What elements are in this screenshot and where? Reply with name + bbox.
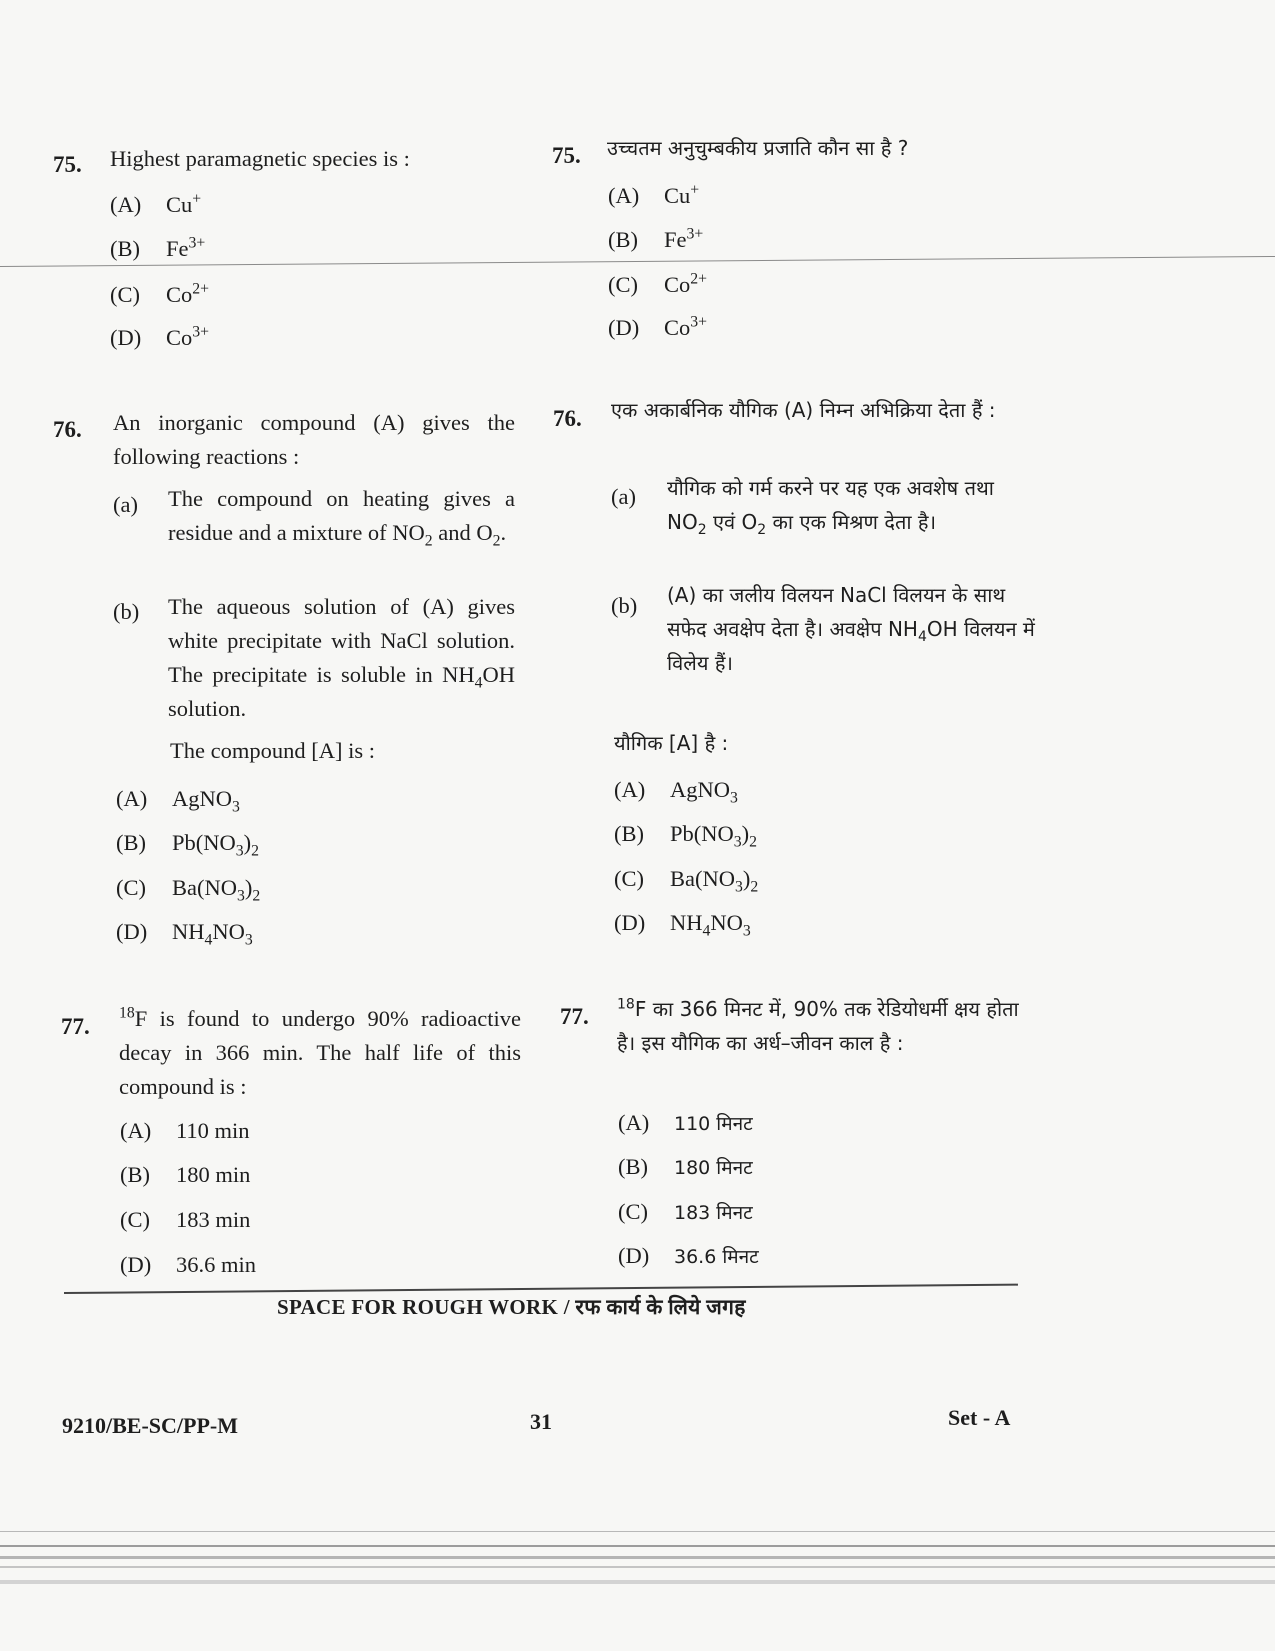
option-charge: 2+	[690, 270, 708, 288]
option-formula: Co	[166, 325, 193, 350]
q77-number-en: 77.	[61, 1014, 90, 1039]
option-label: (B)	[116, 830, 146, 855]
option-value: 180 मिनट	[674, 1157, 753, 1179]
scan-artifact	[0, 1580, 1275, 1584]
q76-a-part: एवं O	[706, 510, 758, 534]
option-label: (B)	[608, 227, 638, 252]
formula-sub: 3	[236, 887, 245, 905]
paper-code: 9210/BE-SC/PP-M	[62, 1413, 238, 1438]
option-label: (A)	[110, 192, 142, 217]
option-label: (B)	[618, 1154, 648, 1179]
option-charge: 3+	[686, 225, 704, 243]
formula-sub: 2	[251, 842, 260, 860]
q77-rest: का 366 मिनट में, 90% तक रेडियोधर्मी क्षय होता है। इस यौगिक का अर्ध–जीवन काल है :	[617, 997, 1019, 1055]
q75-option-d-en	[110, 325, 209, 351]
q75-option-b-en	[110, 236, 205, 262]
formula-sub: 2	[252, 887, 261, 905]
q77-text-hi	[617, 992, 1027, 1060]
formula-sub: 3	[244, 931, 253, 949]
q76-a-part: .	[500, 520, 507, 545]
formula-part: Ba(NO	[172, 875, 237, 900]
option-value: 110 मिनट	[674, 1113, 753, 1135]
q76-intro-en: An inorganic compound (A) gives the following reactions :	[113, 410, 515, 469]
option-value: 110 min	[176, 1118, 250, 1143]
formula-part: NO	[710, 910, 743, 935]
option-label: (A)	[614, 777, 646, 802]
option-label: (B)	[110, 236, 140, 261]
q75-option-d-hi	[608, 315, 707, 341]
q77-text-en	[119, 1002, 521, 1104]
option-label: (C)	[116, 875, 146, 900]
formula-sub: 3	[235, 842, 244, 860]
option-label: (D)	[608, 315, 640, 340]
formula-part: NO	[212, 919, 245, 944]
formula-sub: 3	[734, 878, 743, 896]
q76-a-text-en	[168, 482, 515, 550]
q75-option-c-hi	[608, 272, 707, 298]
q77-option-a-en	[120, 1118, 250, 1144]
q76-b-text-en	[168, 590, 515, 726]
option-label: (D)	[110, 325, 142, 350]
formula-part: Pb(NO	[172, 830, 236, 855]
set-label: Set - A	[948, 1405, 1011, 1430]
option-label: (D)	[618, 1243, 650, 1268]
q75-number-en: 75.	[53, 152, 82, 177]
option-label: (C)	[618, 1199, 648, 1224]
option-formula: Fe	[664, 227, 687, 252]
formula-sub: 4	[204, 931, 213, 949]
q76-a-part: का एक मिश्रण देता है।	[766, 510, 937, 534]
option-formula: Co	[664, 315, 691, 340]
q76-option-c-en	[116, 875, 261, 905]
option-formula: Cu	[166, 192, 193, 217]
option-label: (C)	[608, 272, 638, 297]
scan-artifact	[0, 1556, 1275, 1559]
formula-part: NH	[670, 910, 703, 935]
formula-part: )	[243, 830, 252, 855]
option-label: (C)	[110, 282, 140, 307]
q76-number-hi: 76.	[553, 406, 582, 431]
q77-option-a-hi	[618, 1110, 753, 1136]
option-charge: 2+	[192, 280, 210, 298]
q76-a-label-en: (a)	[113, 492, 138, 517]
scan-artifact	[0, 1566, 1275, 1568]
q76-b-part: The aqueous solution of (A) gives white precipitate with NaCl solution. The precipitate is soluble in NH	[168, 594, 515, 687]
q76-a-part: and O	[432, 520, 493, 545]
formula-sub: 4	[702, 922, 711, 940]
isotope-mass: 18	[119, 1004, 135, 1022]
option-value: 183 मिनट	[674, 1202, 753, 1224]
formula-part: )	[742, 866, 751, 891]
q77-option-b-en	[120, 1162, 250, 1188]
option-label: (A)	[116, 786, 148, 811]
q76-a-sub: 2	[757, 522, 767, 538]
q75-option-a-en	[110, 192, 201, 218]
option-label: (D)	[120, 1252, 152, 1277]
option-value: 183 min	[176, 1207, 251, 1232]
q76-question-hi: यौगिक [A] है :	[614, 731, 729, 755]
option-formula: Co	[166, 282, 193, 307]
q76-b-sub: 4	[474, 674, 483, 692]
q76-option-d-hi	[614, 910, 751, 940]
q76-a-label-hi: (a)	[611, 484, 636, 509]
isotope-symbol: F	[634, 997, 647, 1021]
formula-sub: 2	[749, 833, 758, 851]
formula-sub: 3	[733, 833, 742, 851]
q76-option-b-en	[116, 830, 260, 860]
formula-sub: 2	[750, 878, 759, 896]
formula-part: AgNO	[670, 777, 730, 802]
q75-option-a-hi	[608, 183, 699, 209]
option-charge: 3+	[192, 323, 210, 341]
q77-option-c-hi	[618, 1199, 753, 1225]
q76-a-sub: 2	[492, 532, 501, 550]
option-value: 36.6 min	[176, 1252, 257, 1277]
option-value: 36.6 मिनट	[674, 1246, 759, 1268]
scan-artifact	[0, 1531, 1275, 1532]
option-formula: Co	[664, 272, 691, 297]
q75-number-hi: 75.	[552, 143, 581, 168]
option-label: (B)	[614, 821, 644, 846]
formula-part: AgNO	[172, 786, 232, 811]
q77-rest: is found to undergo 90% radioactive decay in 366 min. The half life of this compound is :	[119, 1006, 521, 1099]
q76-b-sub: 4	[917, 629, 927, 645]
q76-a-part: The compound on heating gives a residue and a mixture of NO	[168, 486, 515, 545]
formula-part: )	[741, 821, 750, 846]
q75-option-c-en	[110, 282, 209, 308]
option-charge: 3+	[188, 234, 206, 252]
option-label: (D)	[614, 910, 646, 935]
q76-a-sub: 2	[697, 522, 707, 538]
option-charge: 3+	[690, 313, 708, 331]
q76-option-a-en	[116, 786, 240, 816]
q76-question-en: The compound [A] is :	[170, 738, 375, 763]
scan-artifact	[0, 1545, 1275, 1547]
isotope-mass: 18	[617, 996, 635, 1013]
option-charge: +	[192, 190, 202, 208]
rough-work-label: SPACE FOR ROUGH WORK / रफ कार्य के लिये जगह	[277, 1295, 746, 1319]
option-value: 180 min	[176, 1162, 251, 1187]
option-label: (A)	[120, 1118, 152, 1143]
q75-text-hi: उच्चतम अनुचुम्बकीय प्रजाति कौन सा है ?	[607, 136, 909, 160]
option-label: (A)	[618, 1110, 650, 1135]
q76-number-en: 76.	[53, 417, 82, 442]
page-number: 31	[530, 1409, 552, 1434]
q76-b-part: OH solution.	[168, 662, 515, 721]
formula-sub: 3	[730, 789, 738, 807]
q77-option-b-hi	[618, 1154, 753, 1180]
formula-part: Ba(NO	[670, 866, 735, 891]
q76-intro-hi: एक अकार्बनिक यौगिक (A) निम्न अभिक्रिया देता हैं :	[611, 398, 996, 422]
formula-part: )	[244, 875, 253, 900]
formula-sub: 3	[232, 798, 240, 816]
option-charge: +	[690, 181, 700, 199]
q77-number-hi: 77.	[560, 1004, 589, 1029]
q76-option-a-hi	[614, 777, 738, 807]
q76-b-part: OH विलयन में विलेय हैं।	[667, 617, 1035, 675]
option-label: (C)	[614, 866, 644, 891]
formula-part: NH	[172, 919, 205, 944]
formula-part: Pb(NO	[670, 821, 734, 846]
option-formula: Fe	[166, 236, 189, 261]
q77-option-d-hi	[618, 1243, 759, 1269]
q77-option-d-en	[120, 1252, 256, 1278]
option-label: (C)	[120, 1207, 150, 1232]
option-label: (A)	[608, 183, 640, 208]
isotope-symbol: F	[134, 1006, 148, 1031]
q76-b-part: (A) का जलीय विलयन NaCl विलयन के साथ सफेद अवक्षेप देता है। अवक्षेप NH	[667, 583, 1006, 641]
q76-a-sub: 2	[424, 532, 433, 550]
q75-option-b-hi	[608, 227, 703, 253]
q76-option-b-hi	[614, 821, 758, 851]
formula-sub: 3	[742, 922, 751, 940]
option-label: (D)	[116, 919, 148, 944]
q76-b-label-hi: (b)	[611, 593, 638, 618]
q75-text-en: Highest paramagnetic species is :	[110, 146, 410, 171]
q76-b-label-en: (b)	[113, 599, 140, 624]
q77-option-c-en	[120, 1207, 250, 1233]
q76-b-text-hi	[667, 578, 1037, 680]
q76-option-c-hi	[614, 866, 759, 896]
q76-option-d-en	[116, 919, 253, 949]
q76-a-part: यौगिक को गर्म करने पर यह एक अवशेष तथा NO	[667, 476, 994, 534]
option-label: (B)	[120, 1162, 150, 1187]
q76-a-text-hi	[667, 471, 1037, 539]
option-formula: Cu	[664, 183, 691, 208]
